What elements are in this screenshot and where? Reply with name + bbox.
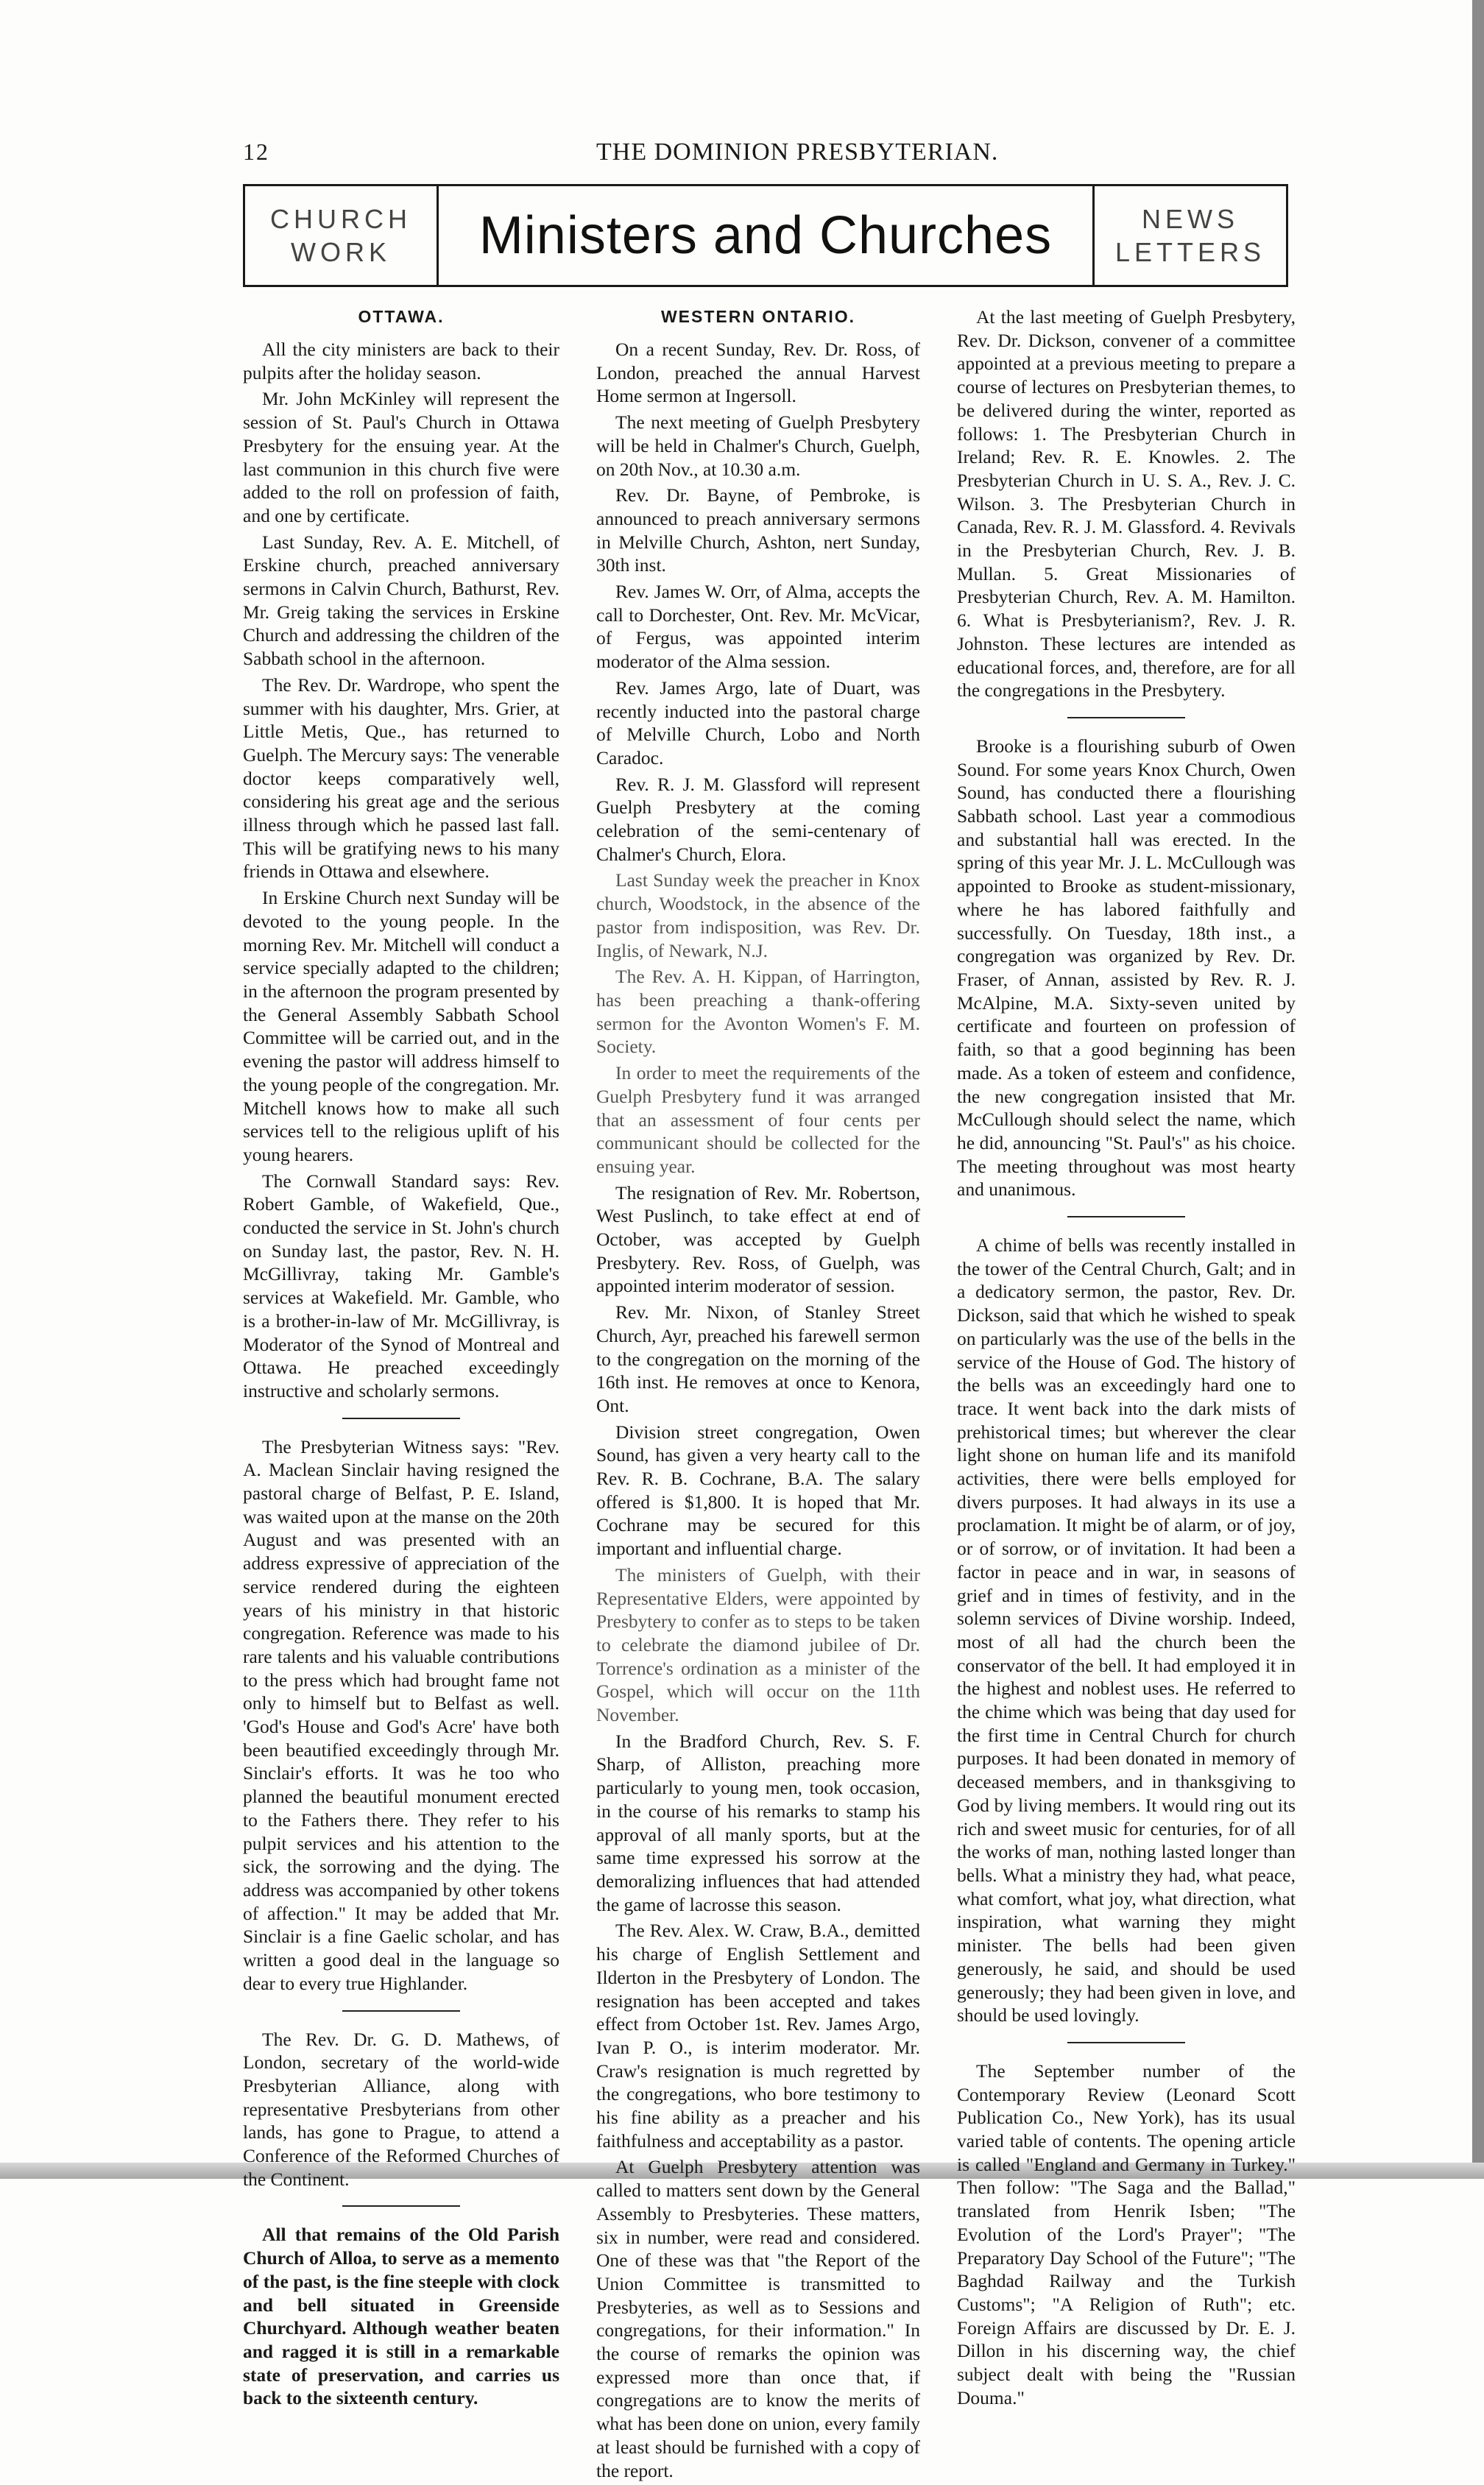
- column-heading: OTTAWA.: [358, 307, 445, 326]
- banner-news-letters: [1092, 186, 1286, 285]
- banner-church-work: [245, 186, 439, 285]
- section-divider: [342, 2205, 460, 2207]
- column-ottawa: [243, 305, 559, 2413]
- newspaper-title: THE DOMINION PRESBYTERIAN.: [596, 138, 999, 166]
- news-item: Rev. James Argo, late of Duart, was recently inducted into the pastoral charge of Melville Church, Lobo and North Caradoc.: [596, 676, 920, 768]
- news-item: Division street congregation, Owen Sound, has given a very hearty call to the Rev. R. B. Cochrane, B.A. The salary offered is $1,800. It is hoped that Mr. Cochrane may be secured for this important and influential charge.: [596, 1421, 920, 1560]
- section-divider: [342, 2010, 460, 2012]
- news-item: A chime of bells was recently installed in the tower of the Central Church, Galt; and in a dedicatory sermon, the pastor, Rev. Dr. Dickson, said that which he wished to speak on particularly was the use of the bells in the service of the House of God. The history of the bells was an exceedingly hard one to trace. It went back into the dark mists of prehistorical times; but wherever the clear light shone on human life and its manifold activities, there were bells employed for divers purposes. It had always in its use a proclamation. It might be of alarm, or of joy, or of sorrow, or of invitation. It had been a factor in peace and in war, in seasons of grief and in times of festivity, and in the solemn services of Divine worship. Indeed, most of all had the church been the conservator of the bell. It had employed it in the highest and noblest uses. He referred to the chime which was being that day used for the first time in Central Church for church purposes. It had been donated in memory of deceased members, and in thanksgiving to God by living members. It would ring out its rich and sweet music for centuries, for of all the works of man, nothing lasted longer than bells. What a ministry they had, what peace, what comfort, what joy, what direction, what inspiration, what warning they might minister. The bells had been given generously, he said, and should be used generously; they had been given in love, and should be used lovingly.: [957, 1234, 1296, 2026]
- news-item: Rev. R. J. M. Glassford will represent Guelph Presbytery at the coming celebration of the semi-centenary of Chalmer's Church, Elora.: [596, 773, 920, 865]
- news-item: Brooke is a flourishing suburb of Owen Sound. For some years Knox Church, Owen Sound, has conducted there a flourishing Sabbath school. Last year a commodious and substantial hall was erected. In the spring of this year Mr. J. L. McCullough was appointed to Brooke as student-missionary, where he has labored faithfully and successfully. On Tuesday, 18th inst., a congregation was organized by Rev. Dr. Fraser, of Annan, assisted by Rev. R. J. McAlpine, M.A. Sixty-seven united by certificate and fourteen on profession of faith, so that a good beginning has been made. As a token of esteem and confidence, the new congregation insisted that Mr. McCullough should select the name, which he did, announcing "St. Paul's" as his choice. The meeting throughout was most hearty and unanimous.: [957, 735, 1296, 1201]
- news-item: Rev. Mr. Nixon, of Stanley Street Church, Ayr, preached his farewell sermon to the congregation on the morning of the 16th inst. He removes at once to Kenora, Ont.: [596, 1301, 920, 1416]
- page-edge-shadow: [1472, 0, 1484, 2179]
- news-item: At Guelph Presbytery attention was called to matters sent down by the General Assembly to Presbyteries. These matters, six in number, were read and considered. One of these was that "the Report of the Union Committee is transmitted to Presbyteries, as well as to Sessions and congregations, for their information." In the course of remarks the opinion was expressed more than once that, if congregations are to know the merits of what has been done on union, every family at least should be furnished with a copy of the report.: [596, 2156, 920, 2481]
- section-divider: [1067, 1216, 1185, 1217]
- page-number: 12: [243, 138, 269, 165]
- news-item: The September number of the Contemporary Review (Leonard Scott Publication Co., New York), has its usual varied table of contents. The opening article is called "England and Germany in Turkey." Then follow: "The Saga and the Ballad," translated from Henrik Isben; "The Evolution of the Lord's Prayer"; "The Preparatory Day School of the Future"; "The Baghdad Railway and the Turkish Customs"; "A Religion of Ruth"; etc. Foreign Affairs are discussed by Dr. E. J. Dillon in his discerning way, the chief subject dealt with being the "Russian Douma.": [957, 2060, 1296, 2408]
- banner-right-line2: LETTERS: [1114, 237, 1266, 267]
- section-banner: [243, 184, 1288, 287]
- news-item: On a recent Sunday, Rev. Dr. Ross, of London, preached the annual Harvest Home sermon at Ingersoll.: [596, 339, 920, 407]
- section-divider: [1067, 2042, 1185, 2043]
- column-heading: WESTERN ONTARIO.: [660, 307, 856, 326]
- news-item: The next meeting of Guelph Presbytery will be held in Chalmer's Church, Guelph, on 20th Nov., at 10.30 a.m.: [596, 411, 920, 480]
- running-head: [243, 138, 1480, 175]
- news-item: The Cornwall Standard says: Rev. Robert Gamble, of Wakefield, Que., conducted the service in St. John's church on Sunday last, the pastor, Rev. N. H. McGillivray, taking Mr. Gamble's services at Wakefield. Mr. Gamble, who is a brother-in-law of Mr. McGillivray, is Moderator of the Synod of Montreal and Ottawa. He preached exceedingly instructive and scholarly sermons.: [243, 1170, 559, 1401]
- news-item: At the last meeting of Guelph Presbytery, Rev. Dr. Dickson, convener of a committee appointed at a previous meeting to prepare a course of lectures on Presbyterian themes, to be delivered during the winter, reported as follows: 1. The Presbyterian Church in Ireland; Rev. R. E. Knowles. 2. The Presbyterian Church in U. S. A., Rev. J. C. Wilson. 3. The Presbyterian Church in Canada, Rev. R. J. M. Glassford. 4. Revivals in the Presbyterian Church, Rev. J. B. Mullan. 5. Great Missionaries of Presbyterian Church, Rev. A. M. Hamilton. 6. What is Presbyterianism?, Rev. J. R. Johnston. These lectures are intended as educational forces, and, therefore, are for all the congregations in the Presbytery.: [957, 306, 1296, 701]
- news-item: Rev. Dr. Bayne, of Pembroke, is announced to preach anniversary sermons in Melville Church, Ashton, nert Sunday, 30th inst.: [596, 484, 920, 576]
- column-three: [957, 305, 1296, 2412]
- news-item: The Rev. A. H. Kippan, of Harrington, has been preaching a thank-offering sermon for the Avonton Women's F. M. Society.: [596, 966, 920, 1058]
- news-item: Last Sunday, Rev. A. E. Mitchell, of Erskine church, preached anniversary sermons in Calvin Church, Bathurst, Rev. Mr. Greig taking the services in Erskine Church and addressing the children of the Sabbath school in the afternoon.: [243, 531, 559, 670]
- section-title: Ministers and Churches: [478, 206, 1053, 265]
- section-divider: [1067, 717, 1185, 718]
- news-item: In order to meet the requirements of the Guelph Presbytery fund it was arranged that an assessment of four cents per communicant should be collected for the ensuing year.: [596, 1062, 920, 1177]
- news-item: The ministers of Guelph, with their Representative Elders, were appointed by Presbytery to confer as to steps to be taken to celebrate the diamond jubilee of Dr. Torrence's ordination as a minister of the Gospel, which will occur on the 11th November.: [596, 1563, 920, 1726]
- news-item: The resignation of Rev. Mr. Robertson, West Puslinch, to take effect at end of October, was accepted by Guelph Presbytery. Rev. Ross, of Guelph, was appointed interim moderator of session.: [596, 1181, 920, 1297]
- news-item: Last Sunday week the preacher in Knox church, Woodstock, in the absence of the pastor from indisposition, was Rev. Dr. Inglis, of Newark, N.J.: [596, 869, 920, 961]
- news-item: In Erskine Church next Sunday will be devoted to the young people. In the morning Rev. Mr. Mitchell will conduct a service specially adapted to the children; in the afternoon the program presented by the General Assembly Sabbath School Committee will be carried out, and in the evening the pastor will address himself to the young people of the congregation. Mr. Mitchell knows how to make all such services tell to the religious uplift of his young hearers.: [243, 887, 559, 1165]
- news-item: The Rev. Alex. W. Craw, B.A., demitted his charge of English Settlement and Ilderton in the Presbytery of London. The resignation has been accepted and takes effect from October 1st. Rev. James Argo, Ivan P. O., is interim moderator. Mr. Craw's resignation is much regretted by the congregations, who bore testimony to his fine ability as a preacher and his faithfulness and acceptability as a pastor.: [596, 1920, 920, 2152]
- news-item: All that remains of the Old Parish Church of Alloa, to serve as a memento of the past, is the fine steeple with clock and bell situated in Greenside Churchyard. Although weather beaten and ragged it is still in a remarkable state of preservation, and carries us back to the sixteenth century.: [243, 2224, 559, 2409]
- news-item: Mr. John McKinley will represent the session of St. Paul's Church in Ottawa Presbytery for the ensuing year. At the last communion in this church five were added to the roll on profession of faith, and one by certificate.: [243, 388, 559, 526]
- banner-left-line2: WORK: [291, 237, 391, 267]
- news-item: The Rev. Dr. Wardrope, who spent the summer with his daughter, Mrs. Grier, at Little Metis, Que., has returned to Guelph. The Mercury says: The venerable doctor keeps comparatively well, considering his great age and the serious illness through which he passed last fall. This will be gratifying news to his many friends in Ottawa and elsewhere.: [243, 674, 559, 883]
- news-item: The Rev. Dr. G. D. Mathews, of London, secretary of the world-wide Presbyterian Alliance, along with representative Presbyterians from other lands, has gone to Prague, to attend a Conference of the Reformed Churches of the Continent.: [243, 2028, 559, 2190]
- column-western-ontario: [596, 305, 920, 2485]
- news-item: The Presbyterian Witness says: "Rev. A. Maclean Sinclair having resigned the pastoral charge of Belfast, P. E. Island, was waited upon at the manse on the 20th August and was presented with an address expressive of appreciation of the service rendered during the eighteen years of his ministry in that historic congregation. Reference was made to his rare talents and his valuable contributions to the press which had brought fame not only to himself but to Belfast as well. 'God's House and God's Acre' have both been beautified exceedingly through Mr. Sinclair's efforts. It was he too who planned the beautiful monument erected to the Fathers there. They refer to his pulpit services and his attention to the sick, the sorrowing and the dying. The address was accompanied by other tokens of affection." It may be added that Mr. Sinclair is a fine Gaelic scholar, and has written a good deal in the language so dear to every true Highlander.: [243, 1435, 559, 1994]
- banner-left-line1: CHURCH: [270, 204, 411, 234]
- news-item: Rev. James W. Orr, of Alma, accepts the call to Dorchester, Ont. Rev. Mr. McVicar, of Fergus, was appointed interim moderator of the Alma session.: [596, 581, 920, 673]
- banner-right-line1: NEWS: [1142, 204, 1239, 234]
- news-item: In the Bradford Church, Rev. S. F. Sharp, of Alliston, preaching more particularly to young men, took occasion, in the course of his remarks to stamp his approval of all manly sports, but at the same time expressed his sorrow at the demoralizing influences that had attended the game of lacrosse this season.: [596, 1730, 920, 1915]
- section-divider: [342, 1418, 460, 1419]
- news-item: All the city ministers are back to their pulpits after the holiday season.: [243, 339, 559, 383]
